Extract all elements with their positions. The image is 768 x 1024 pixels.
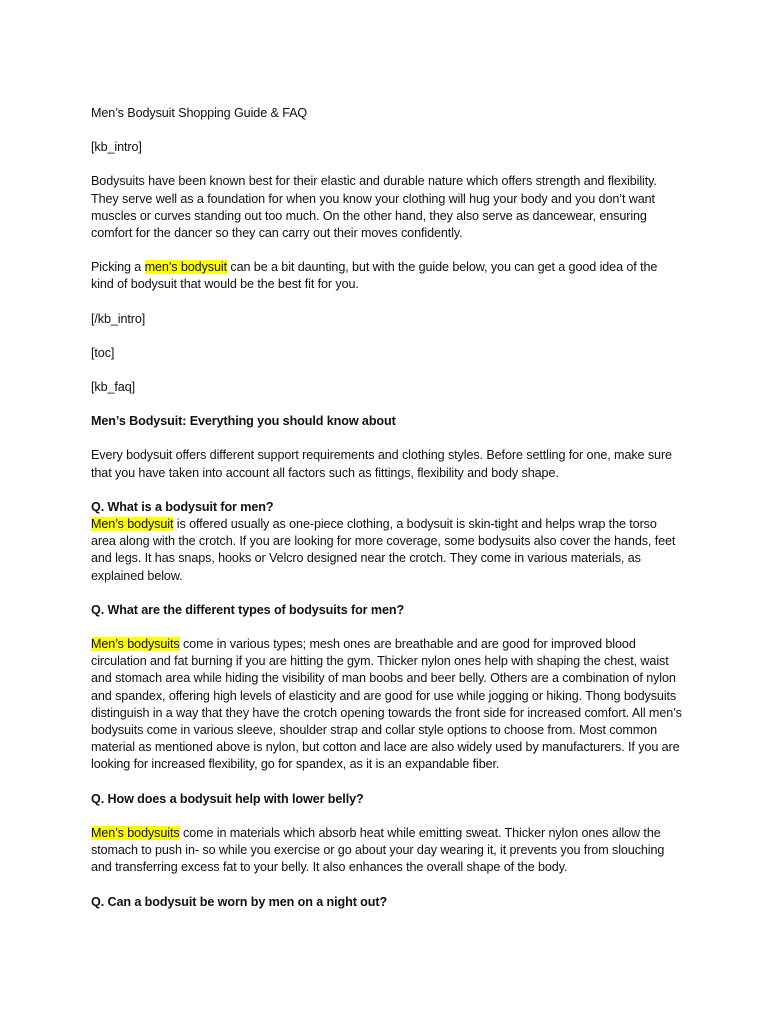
faq-answer-2 [91,636,682,774]
answer-1-text: is offered usually as one-piece clothing, a bodysuit is skin-tight and helps wrap the torso area along with the crotch. If you are looking for more coverage, some bodysuits also cover the hands, feet and legs. It has snaps, hooks or Velcro designed near the crotch. They come in various materials, as explained below. [91,517,676,583]
faq-question-1: Q. What is a bodysuit for men? [91,499,274,514]
faq-question-3: Q. How does a bodysuit help with lower belly? [91,791,364,806]
intro-paragraph-1: Bodysuits have been known best for their elastic and durable nature which offers strength and flexibility. They serve well as a foundation for when you know your clothing will hug your body and you don’t want muscles or curves standing out too much. On the other hand, they also serve as dancewear, ensuring comfort for the dancer so they can carry out their moves confidently. [91,174,657,241]
kb-faq-tag: [kb_faq] [91,380,136,395]
highlighted-term-3: Men’s bodysuits [91,825,180,840]
kb-intro-open-tag: [kb_intro] [91,140,142,155]
faq-question-2: Q. What are the different types of bodysuits for men? [91,602,405,617]
faq-answer-1 [91,516,682,585]
document-title: Men’s Bodysuit Shopping Guide & FAQ [91,106,308,120]
answer-3-text: come in materials which absorb heat while emitting sweat. Thicker nylon ones allow the stomach to push in- so while you exercise or go about your day wearing it, it prevents you from slouching and transferring excess fat to your belly. It also enhances the overall shape of the body. [91,825,665,875]
highlighted-term-1: Men’s bodysuit [91,517,174,532]
highlighted-term-2: Men’s bodysuits [91,637,180,652]
faq-intro-paragraph: Every bodysuit offers different support requirements and clothing styles. Before settling for one, make sure that you have taken into account all factors such as fittings, flexibility and body shape. [91,448,672,480]
faq-answer-3 [91,825,682,877]
intro-paragraph-2 [91,259,682,293]
highlighted-link-mens-bodysuit: men’s bodysuit [144,260,227,275]
faq-question-4: Q. Can a bodysuit be worn by men on a night out? [91,894,388,909]
intro-p2-before: Picking a [91,260,145,275]
kb-intro-close-tag: [/kb_intro] [91,311,146,326]
intro-p2-after: can be a bit daunting, but with the guide below, you can get a good idea of the kind of bodysuit that would be the best fit for you. [91,260,658,292]
faq-heading: Men’s Bodysuit: Everything you should know about [91,414,396,429]
answer-2-text: come in various types; mesh ones are breathable and are good for improved blood circulation and fat burning if you are hitting the gym. Thicker nylon ones help with shaping the chest, waist and stomach area while hiding the visibility of man boobs and beer belly. Others are a combination of nylon and spandex, offering high levels of elasticity and are good for use while jogging or hiking. Thong bodysuits distinguish in a way that they have the crotch opening towards the front side for increased comfort. All men’s bodysuits come in various sleeve, shoulder strap and collar style options to choose from. Most common material as mentioned above is nylon, but cotton and lace are also widely used by manufacturers. If you are looking for increased flexibility, go for spandex, as it is an expandable fiber. [91,637,682,772]
toc-tag: [toc] [91,345,115,360]
